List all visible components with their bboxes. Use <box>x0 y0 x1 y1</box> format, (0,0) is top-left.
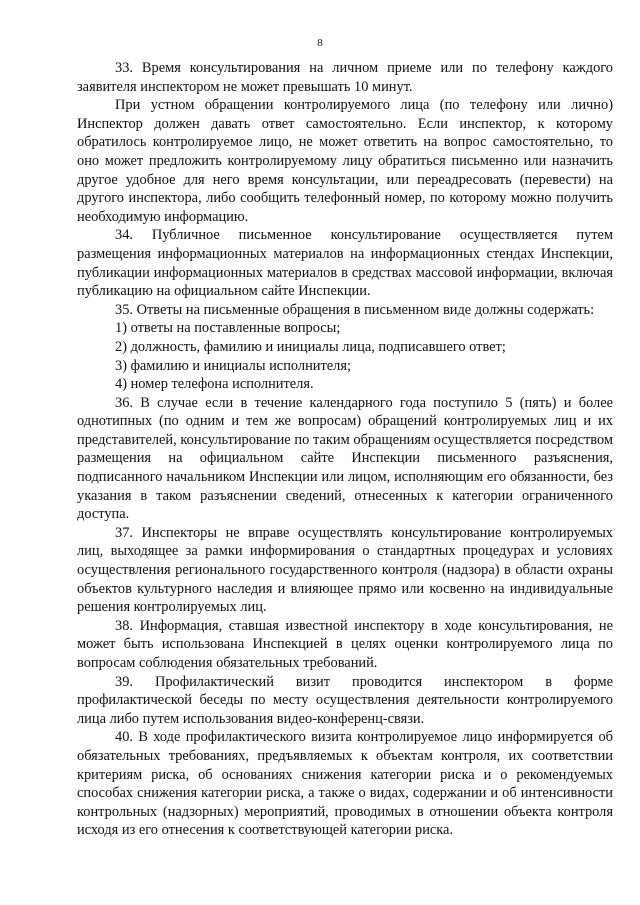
paragraph-37: 37. Инспекторы не вправе осуществлять консультирование контролируемых лиц, выходящее за рамки информирования о стандартных процедурах и условиях осуществления регионального государственного контроля (надзора) в области охраны объектов культурного наследия и влияющее прямо или косвенно на индивидуальные решения контролируемых лиц. <box>77 524 613 616</box>
paragraph-40: 40. В ходе профилактического визита контролируемое лицо информируется об обязательных требованиях, предъявляемых к объектам контроля, их соответствии критериям риска, об основаниях снижения категории риска и о рекомендуемых способах снижения категории риска, а также о видах, содержании и об интенсивности контрольных (надзорных) мероприятий, проводимых в отношении объекта контроля исходя из его отнесения к соответствующей категории риска. <box>77 729 613 839</box>
page-number: 8 <box>317 37 323 49</box>
paragraph-oral-request: При устном обращении контролируемого лица (по телефону или лично) Инспектор должен давать ответ самостоятельно. Если инспектор, к которому обратилось контролируемое лицо, не может ответить на вопрос самостоятельно, то оно может предложить контролируемому лицу обратиться письменно или назначить другое удобное для него время консультации, или переадресовать (перевести) на другого инспектора, либо сообщить телефонный номер, по которому можно получить необходимую информацию. <box>77 97 613 225</box>
paragraph-36: 36. В случае если в течение календарного года поступило 5 (пять) и более однотипных (по одним и тем же вопросам) обращений контролируемых лиц и их представителей, консультирование по таким обращениям осуществляется посредством размещения на официальном сайте Инспекции письменного разъяснения, подписанного начальником Инспекции или лицом, исполняющим его обязанности, без указания в таком разъяснении сведений, отнесенных к категории ограниченного доступа. <box>77 394 613 523</box>
paragraph-35: 35. Ответы на письменные обращения в письменном виде должны содержать: <box>115 301 595 318</box>
paragraph-34: 34. Публичное письменное консультирование осуществляется путем размещения информационных материалов на информационных стендах Инспекции, публикации информационных материалов в средствах массовой информации, включая публикацию на официальном сайте Инспекции. <box>77 227 613 300</box>
list-item-3: 3) фамилию и инициалы исполнителя; <box>115 357 351 374</box>
list-item-2: 2) должность, фамилию и инициалы лица, подписавшего ответ; <box>115 338 506 355</box>
document-body <box>77 59 613 840</box>
paragraph-39: 39. Профилактический визит проводится инспектором в форме профилактической беседы по месту осуществления деятельности контролируемого лица либо путем использования видео-конференц-связи. <box>77 673 613 727</box>
paragraph-33: 33. Время консультирования на личном приеме или по телефону каждого заявителя инспектором не может превышать 10 минут. <box>77 60 613 95</box>
list-item-4: 4) номер телефона исполнителя. <box>115 376 314 393</box>
paragraph-38: 38. Информация, ставшая известной инспектору в ходе консультирования, не может быть использована Инспекцией в целях оценки контролируемого лица по вопросам соблюдения обязательных требований. <box>77 617 613 671</box>
list-item-1: 1) ответы на поставленные вопросы; <box>115 320 341 337</box>
